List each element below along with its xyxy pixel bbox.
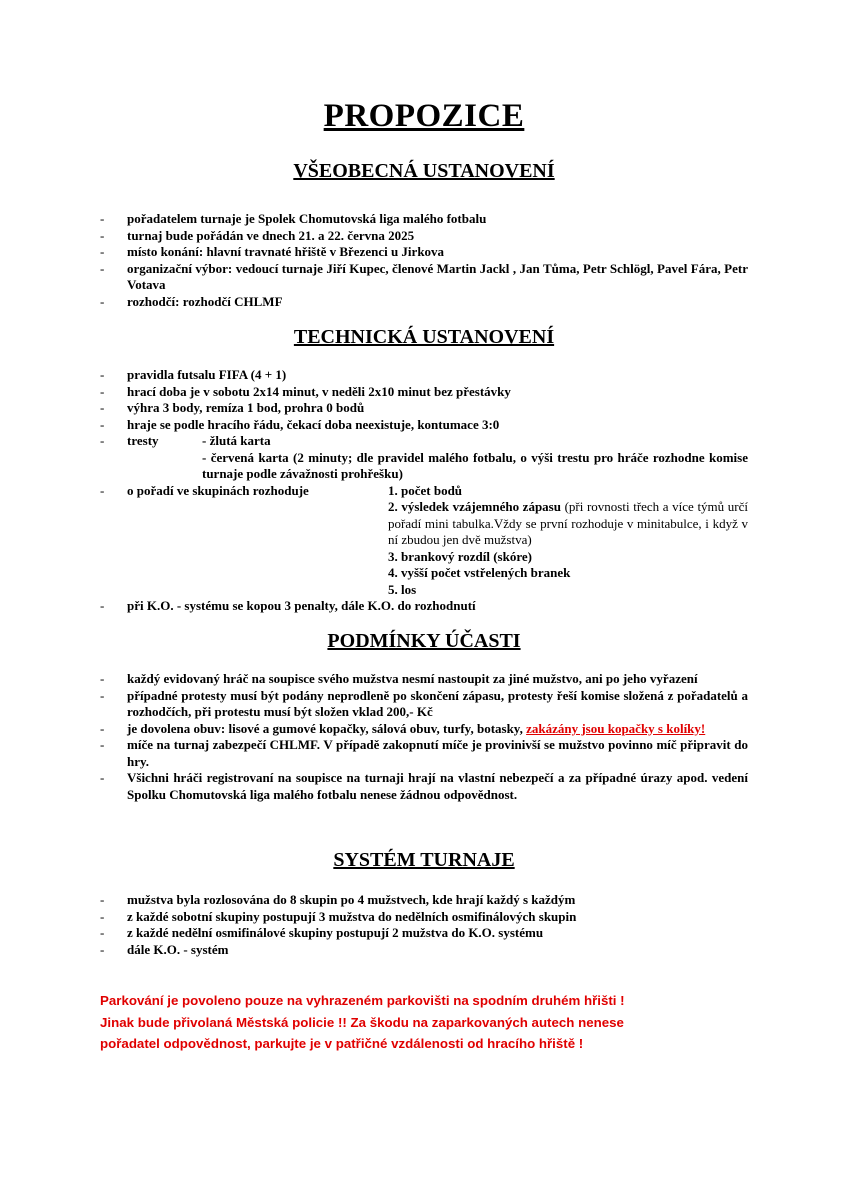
tresty-red: - červená karta (2 minuty; dle pravidel malého fotbalu, o výši trestu pro hráče rozhodne komise turnaje podle závažnosti prohřešku) bbox=[202, 449, 748, 481]
poradi-criterion-bold: 2. výsledek vzájemného zápasu bbox=[388, 499, 561, 514]
list-system bbox=[100, 892, 748, 958]
list-item bbox=[100, 721, 748, 738]
list-technicka bbox=[100, 367, 748, 615]
list-item: - mužstva byla rozlosována do 8 skupin po 4 mužstvech, kde hrají každý s každým bbox=[100, 892, 748, 909]
list-item: - každý evidovaný hráč na soupisce svého mužstva nesmí nastoupit za jiné mužstvo, ani po jeho vyřazení bbox=[100, 671, 748, 688]
tresty-yellow: - žlutá karta bbox=[202, 433, 271, 448]
notice-line: Jinak bude přivolaná Městská policie !! Za škodu na zaparkovaných autech nenese bbox=[100, 1014, 624, 1030]
list-vseobecna bbox=[100, 211, 748, 310]
list-item: - pravidla futsalu FIFA (4 + 1) bbox=[100, 367, 748, 384]
list-item: - rozhodčí: rozhodčí CHLMF bbox=[100, 294, 748, 311]
notice-line: Parkování je povoleno pouze na vyhrazeném parkovišti na spodním druhém hřišti ! bbox=[100, 993, 625, 1008]
notice-line: pořadatel odpovědnost, parkujte je v patřičné vzdálenosti od hracího hřiště ! bbox=[100, 1036, 584, 1051]
list-item: - dále K.O. - systém bbox=[100, 942, 748, 959]
heading-system: SYSTÉM TURNAJE bbox=[333, 849, 515, 871]
list-item: - z každé nedělní osmifinálové skupiny postupují 2 mužstva do K.O. systému bbox=[100, 925, 748, 942]
poradi-criterion: 5. los bbox=[388, 581, 417, 597]
list-item: - hrací doba je v sobotu 2x14 minut, v neděli 2x10 minut bez přestávky bbox=[100, 384, 748, 401]
list-item: - místo konání: hlavní travnaté hřiště v Březenci u Jirkova bbox=[100, 244, 748, 261]
poradi-criterion: 3. brankový rozdíl (skóre) bbox=[388, 548, 532, 564]
tresty-label: tresty bbox=[127, 433, 159, 448]
list-podminky bbox=[100, 671, 748, 803]
poradi-criterion: 1. počet bodů bbox=[388, 482, 463, 498]
heading-vseobecna: VŠEOBECNÁ USTANOVENÍ bbox=[293, 160, 555, 182]
list-item: - při K.O. - systému se kopou 3 penalty, dále K.O. do rozhodnutí bbox=[100, 598, 748, 615]
poradi-criterion: 4. vyšší počet vstřelených branek bbox=[388, 565, 571, 580]
heading-podminky: PODMÍNKY ÚČASTI bbox=[327, 630, 521, 652]
list-item: - z každé sobotní skupiny postupují 3 mužstva do nedělních osmifinálových skupin bbox=[100, 909, 748, 926]
list-item: - míče na turnaj zabezpečí CHLMF. V případě zakopnutí míče je provinivší se mužstvo povinno míč připravit do hry. bbox=[100, 737, 748, 770]
parking-notice bbox=[100, 990, 760, 1055]
list-item: - turnaj bude pořádán ve dnech 21. a 22. června 2025 bbox=[100, 228, 748, 245]
poradi-criteria bbox=[388, 483, 748, 599]
list-item-tresty bbox=[100, 433, 748, 483]
list-item-poradi bbox=[100, 483, 748, 599]
banned-shoes-warning: zakázány jsou kopačky s kolíky! bbox=[526, 720, 706, 736]
poradi-label: - o pořadí ve skupinách rozhoduje bbox=[127, 482, 309, 498]
list-item: - výhra 3 body, remíza 1 bod, prohra 0 bodů bbox=[100, 400, 748, 417]
list-item: - organizační výbor: vedoucí turnaje Jiří Kupec, členové Martin Jackl , Jan Tůma, Petr Schlögl, Pavel Fára, Petr Votava bbox=[100, 261, 748, 294]
heading-technicka: TECHNICKÁ USTANOVENÍ bbox=[293, 326, 555, 348]
list-item: - hraje se podle hracího řádu, čekací doba neexistuje, kontumace 3:0 bbox=[100, 417, 748, 434]
poradi-criterion-note: (při rovnosti třech a více týmů určí pořadí mini tabulka.Vždy se první rozhoduje v minitabulce, i když v ní zbudou jen dvě mužstva) bbox=[388, 499, 748, 547]
shoes-text: je dovolena obuv: lisové a gumové kopačky, sálová obuv, turfy, botasky, bbox=[127, 720, 527, 736]
list-item: - pořadatelem turnaje je Spolek Chomutovská liga malého fotbalu bbox=[100, 211, 748, 228]
page-title: PROPOZICE bbox=[323, 98, 525, 134]
poradi-criterion bbox=[388, 499, 748, 549]
list-item: - Všichni hráči registrovaní na soupisce na turnaji hrají na vlastní nebezpečí a za případné úrazy apod. vedení Spolku Chomutovská liga malého fotbalu nenese žádnou odpovědnost. bbox=[100, 770, 748, 803]
list-item: - případné protesty musí být podány neprodleně po skončení zápasu, protesty řeší komise složená z pořadatelů a rozhodčích, při protestu musí být složen vklad 200,- Kč bbox=[100, 688, 748, 721]
